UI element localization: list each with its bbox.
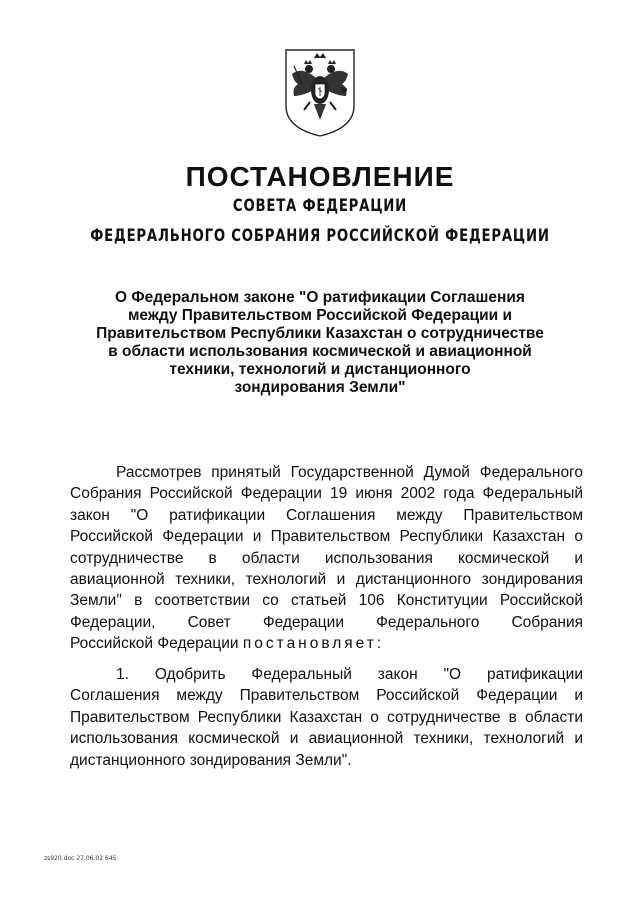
- body-line: Правительством Республики Казахстан о сотрудничестве в области: [70, 708, 583, 726]
- body-line: авиационной техники, технологий и дистанционного зондирования: [70, 571, 583, 589]
- heading-line: Правительством Республики Казахстан о сотрудничестве: [96, 325, 544, 342]
- heading-line: зондирования Земли": [234, 379, 406, 396]
- body-line: Российской Федерации и Правительством Республики Казахстан о: [70, 528, 583, 546]
- body-line: Собрания Российской Федерации 19 июня 2002 года Федеральный: [70, 485, 583, 503]
- body-line: Рассмотрев принятый Государственной Думой Федерального: [116, 464, 583, 481]
- body-line: закон "О ратификации Соглашения между Правительством: [70, 506, 583, 524]
- heading-line: О Федеральном законе "О ратификации Соглашения: [115, 289, 525, 306]
- heading-line: между Правительством Российской Федерации и: [127, 307, 513, 324]
- russian-coat-of-arms-icon: [276, 44, 364, 138]
- body-line: использования космической и авиационной техники, технологий и: [70, 730, 583, 748]
- body-line: сотрудничестве в области использования космической и: [70, 549, 583, 567]
- file-reference: zs920.doc 27.06.02 645: [44, 855, 117, 862]
- resolution-verb: постановляет:: [242, 635, 385, 653]
- body-line-last: дистанционного зондирования Земли".: [70, 751, 352, 769]
- body-paragraph-2: [70, 664, 583, 771]
- document-title: ПОСТАНОВЛЕНИЕ: [185, 161, 455, 192]
- resolution-heading: [70, 289, 570, 397]
- document-subtitle-line1: СОВЕТА ФЕДЕРАЦИИ: [232, 196, 408, 216]
- body-line: Федерации, Совет Федерации Федерального Собрания: [70, 613, 583, 631]
- body-line: 1. Одобрить Федеральный закон "О ратификации: [116, 666, 583, 683]
- body-paragraph-1: [70, 462, 583, 655]
- heading-line: в области использования космической и авиационной: [108, 343, 532, 360]
- body-line: Земли" в соответствии со статьей 106 Конституции Российской: [70, 592, 583, 610]
- body-line: Соглашения между Правительством Российской Федерации и: [70, 687, 583, 705]
- body-line-text: Российской Федерации: [70, 635, 239, 653]
- heading-line: техники, технологий и дистанционного: [169, 361, 471, 378]
- body-line-last: [70, 633, 583, 654]
- document-subtitle-line2: ФЕДЕРАЛЬНОГО СОБРАНИЯ РОССИЙСКОЙ ФЕДЕРАЦИИ: [90, 226, 550, 246]
